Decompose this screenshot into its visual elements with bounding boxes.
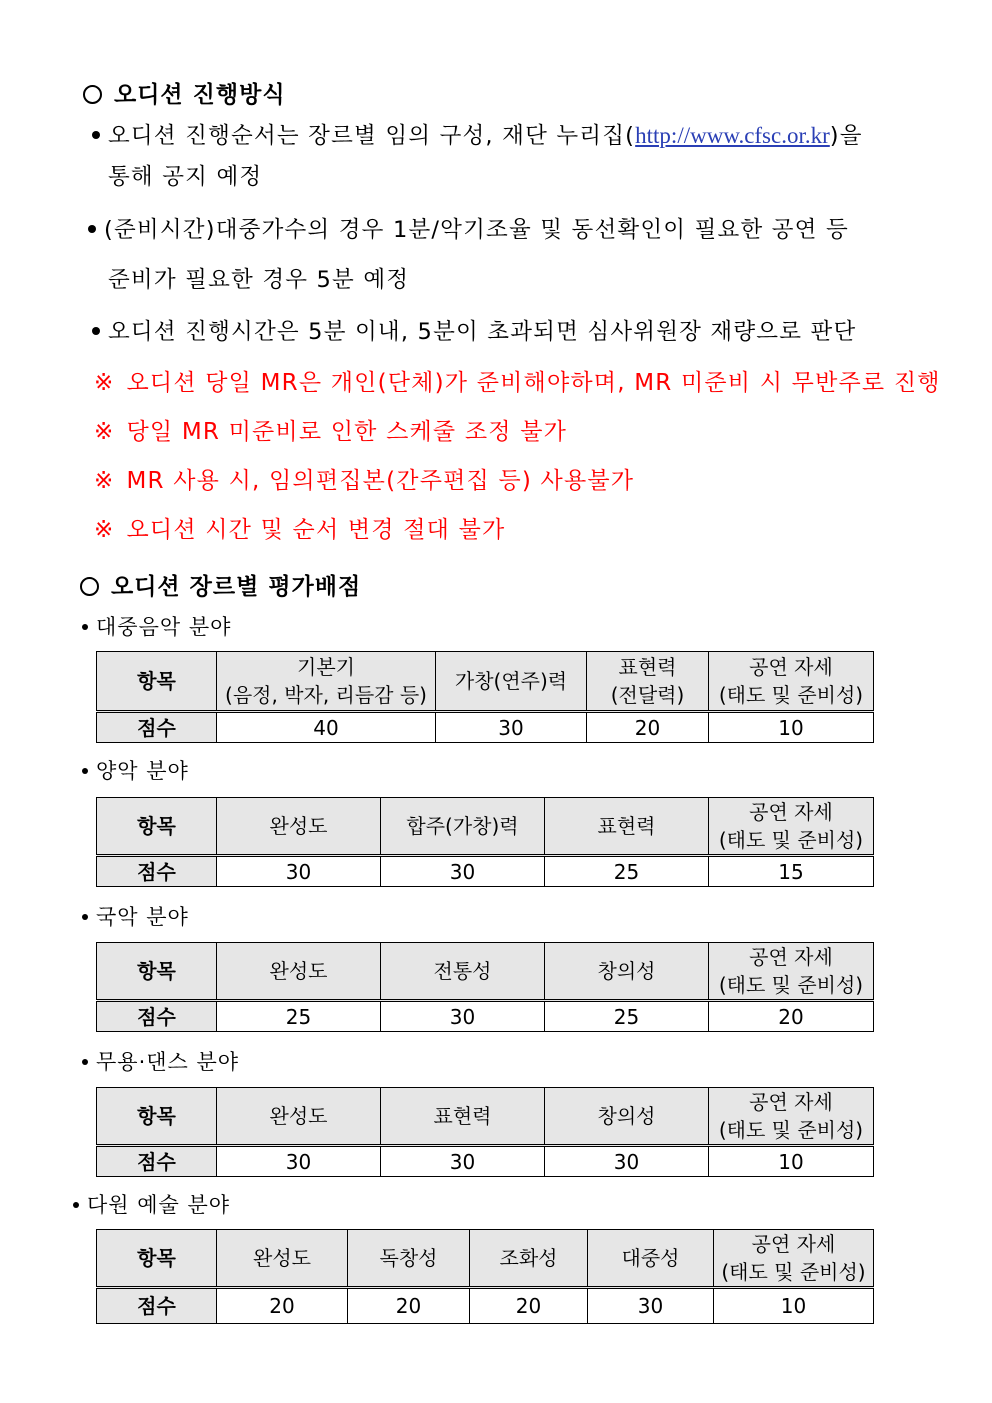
criterion-header: 공연 자세 (태도 및 준비성) (714, 1230, 874, 1288)
bullet-prep-time-line2: 준비가 필요한 경우 5분 예정 (108, 267, 410, 293)
row-label-item: 항목 (97, 943, 217, 1001)
bullet-dot-icon (92, 327, 100, 335)
score-cell: 30 (381, 856, 545, 887)
criterion-header: 독창성 (348, 1230, 470, 1288)
row-label-item: 항목 (97, 798, 217, 856)
section-heading-audition-process: 오디션 진행방식 (83, 76, 286, 109)
criterion-header: 공연 자세 (태도 및 준비성) (709, 943, 874, 1001)
score-cell: 30 (545, 1146, 709, 1177)
criterion-header: 창의성 (545, 1088, 709, 1146)
criterion-header: 창의성 (545, 943, 709, 1001)
circle-bullet-icon (80, 577, 99, 596)
score-cell: 30 (381, 1001, 545, 1032)
score-cell: 20 (217, 1288, 348, 1324)
field-title-popular-music: 대중음악 분야 (82, 611, 231, 641)
score-cell: 30 (436, 712, 587, 743)
score-cell: 30 (588, 1288, 714, 1324)
score-cell: 25 (545, 856, 709, 887)
score-cell: 20 (470, 1288, 588, 1324)
field-title-dance: 무용·댄스 분야 (82, 1046, 239, 1076)
score-cell: 30 (381, 1146, 545, 1177)
field-title-multidisciplinary-arts: 다원 예술 분야 (73, 1189, 230, 1219)
row-label-score: 점수 (97, 856, 217, 887)
score-cell: 25 (217, 1001, 381, 1032)
score-table-popular-music (96, 651, 874, 743)
bullet-order-line1: 오디션 진행순서는 장르별 임의 구성, 재단 누리집(http://www.cfsc.or.kr)을 (92, 118, 863, 150)
criterion-header: 공연 자세 (태도 및 준비성) (709, 798, 874, 856)
criterion-header: 완성도 (217, 943, 381, 1001)
note-mr-edit: ※ MR 사용 시, 임의편집본(간주편집 등) 사용불가 (94, 468, 635, 494)
bullet-dot-icon (73, 1202, 79, 1208)
field-title-western-music: 양악 분야 (82, 755, 189, 785)
score-cell: 15 (709, 856, 874, 887)
criterion-header: 완성도 (217, 798, 381, 856)
bullet-dot-icon (82, 768, 88, 774)
score-cell: 10 (709, 1146, 874, 1177)
score-cell: 20 (587, 712, 709, 743)
note-schedule: ※ 당일 MR 미준비로 인한 스케줄 조정 불가 (94, 419, 568, 445)
criterion-header: 완성도 (217, 1230, 348, 1288)
bullet-dot-icon (82, 914, 88, 920)
bullet-dot-icon (92, 131, 100, 139)
circle-bullet-icon (83, 85, 102, 104)
criterion-header: 표현력 (전달력) (587, 652, 709, 712)
score-table-korean-traditional-music (96, 942, 874, 1032)
row-label-score: 점수 (97, 1288, 217, 1324)
row-label-score: 점수 (97, 712, 217, 743)
criterion-header: 조화성 (470, 1230, 588, 1288)
note-order-change: ※ 오디션 시간 및 순서 변경 절대 불가 (94, 517, 506, 543)
criterion-header: 대중성 (588, 1230, 714, 1288)
bullet-dot-icon (88, 225, 96, 233)
score-table-multidisciplinary-arts (96, 1229, 874, 1324)
foundation-website-link[interactable]: http://www.cfsc.or.kr (635, 123, 830, 148)
criterion-header: 완성도 (217, 1088, 381, 1146)
bullet-order-line2: 통해 공지 예정 (108, 164, 263, 190)
row-label-item: 항목 (97, 1230, 217, 1288)
score-cell: 25 (545, 1001, 709, 1032)
bullet-dot-icon (82, 1059, 88, 1065)
criterion-header: 합주(가창)력 (381, 798, 545, 856)
score-cell: 30 (217, 856, 381, 887)
criterion-header: 표현력 (381, 1088, 545, 1146)
row-label-score: 점수 (97, 1146, 217, 1177)
score-cell: 30 (217, 1146, 381, 1177)
note-mr-prepare: ※ 오디션 당일 MR은 개인(단체)가 준비해야하며, MR 미준비 시 무반주로 진행 (94, 370, 941, 396)
field-title-korean-traditional-music: 국악 분야 (82, 901, 189, 931)
row-label-item: 항목 (97, 1088, 217, 1146)
criterion-header: 공연 자세 (태도 및 준비성) (709, 1088, 874, 1146)
criterion-header: 가창(연주)력 (436, 652, 587, 712)
score-cell: 20 (348, 1288, 470, 1324)
criterion-header: 표현력 (545, 798, 709, 856)
criterion-header: 전통성 (381, 943, 545, 1001)
score-cell: 10 (714, 1288, 874, 1324)
bullet-dot-icon (82, 624, 88, 630)
section-heading-scoring: 오디션 장르별 평가배점 (80, 568, 361, 601)
bullet-duration: 오디션 진행시간은 5분 이내, 5분이 초과되면 심사위원장 재량으로 판단 (92, 314, 856, 346)
criterion-header: 공연 자세 (태도 및 준비성) (709, 652, 874, 712)
score-table-dance (96, 1087, 874, 1177)
bullet-prep-time-line1: (준비시간)대중가수의 경우 1분/악기조율 및 동선확인이 필요한 공연 등 (88, 212, 849, 244)
score-cell: 20 (709, 1001, 874, 1032)
row-label-score: 점수 (97, 1001, 217, 1032)
criterion-header: 기본기 (음정, 박자, 리듬감 등) (217, 652, 436, 712)
score-cell: 40 (217, 712, 436, 743)
score-table-western-music (96, 797, 874, 887)
row-label-item: 항목 (97, 652, 217, 712)
score-cell: 10 (709, 712, 874, 743)
